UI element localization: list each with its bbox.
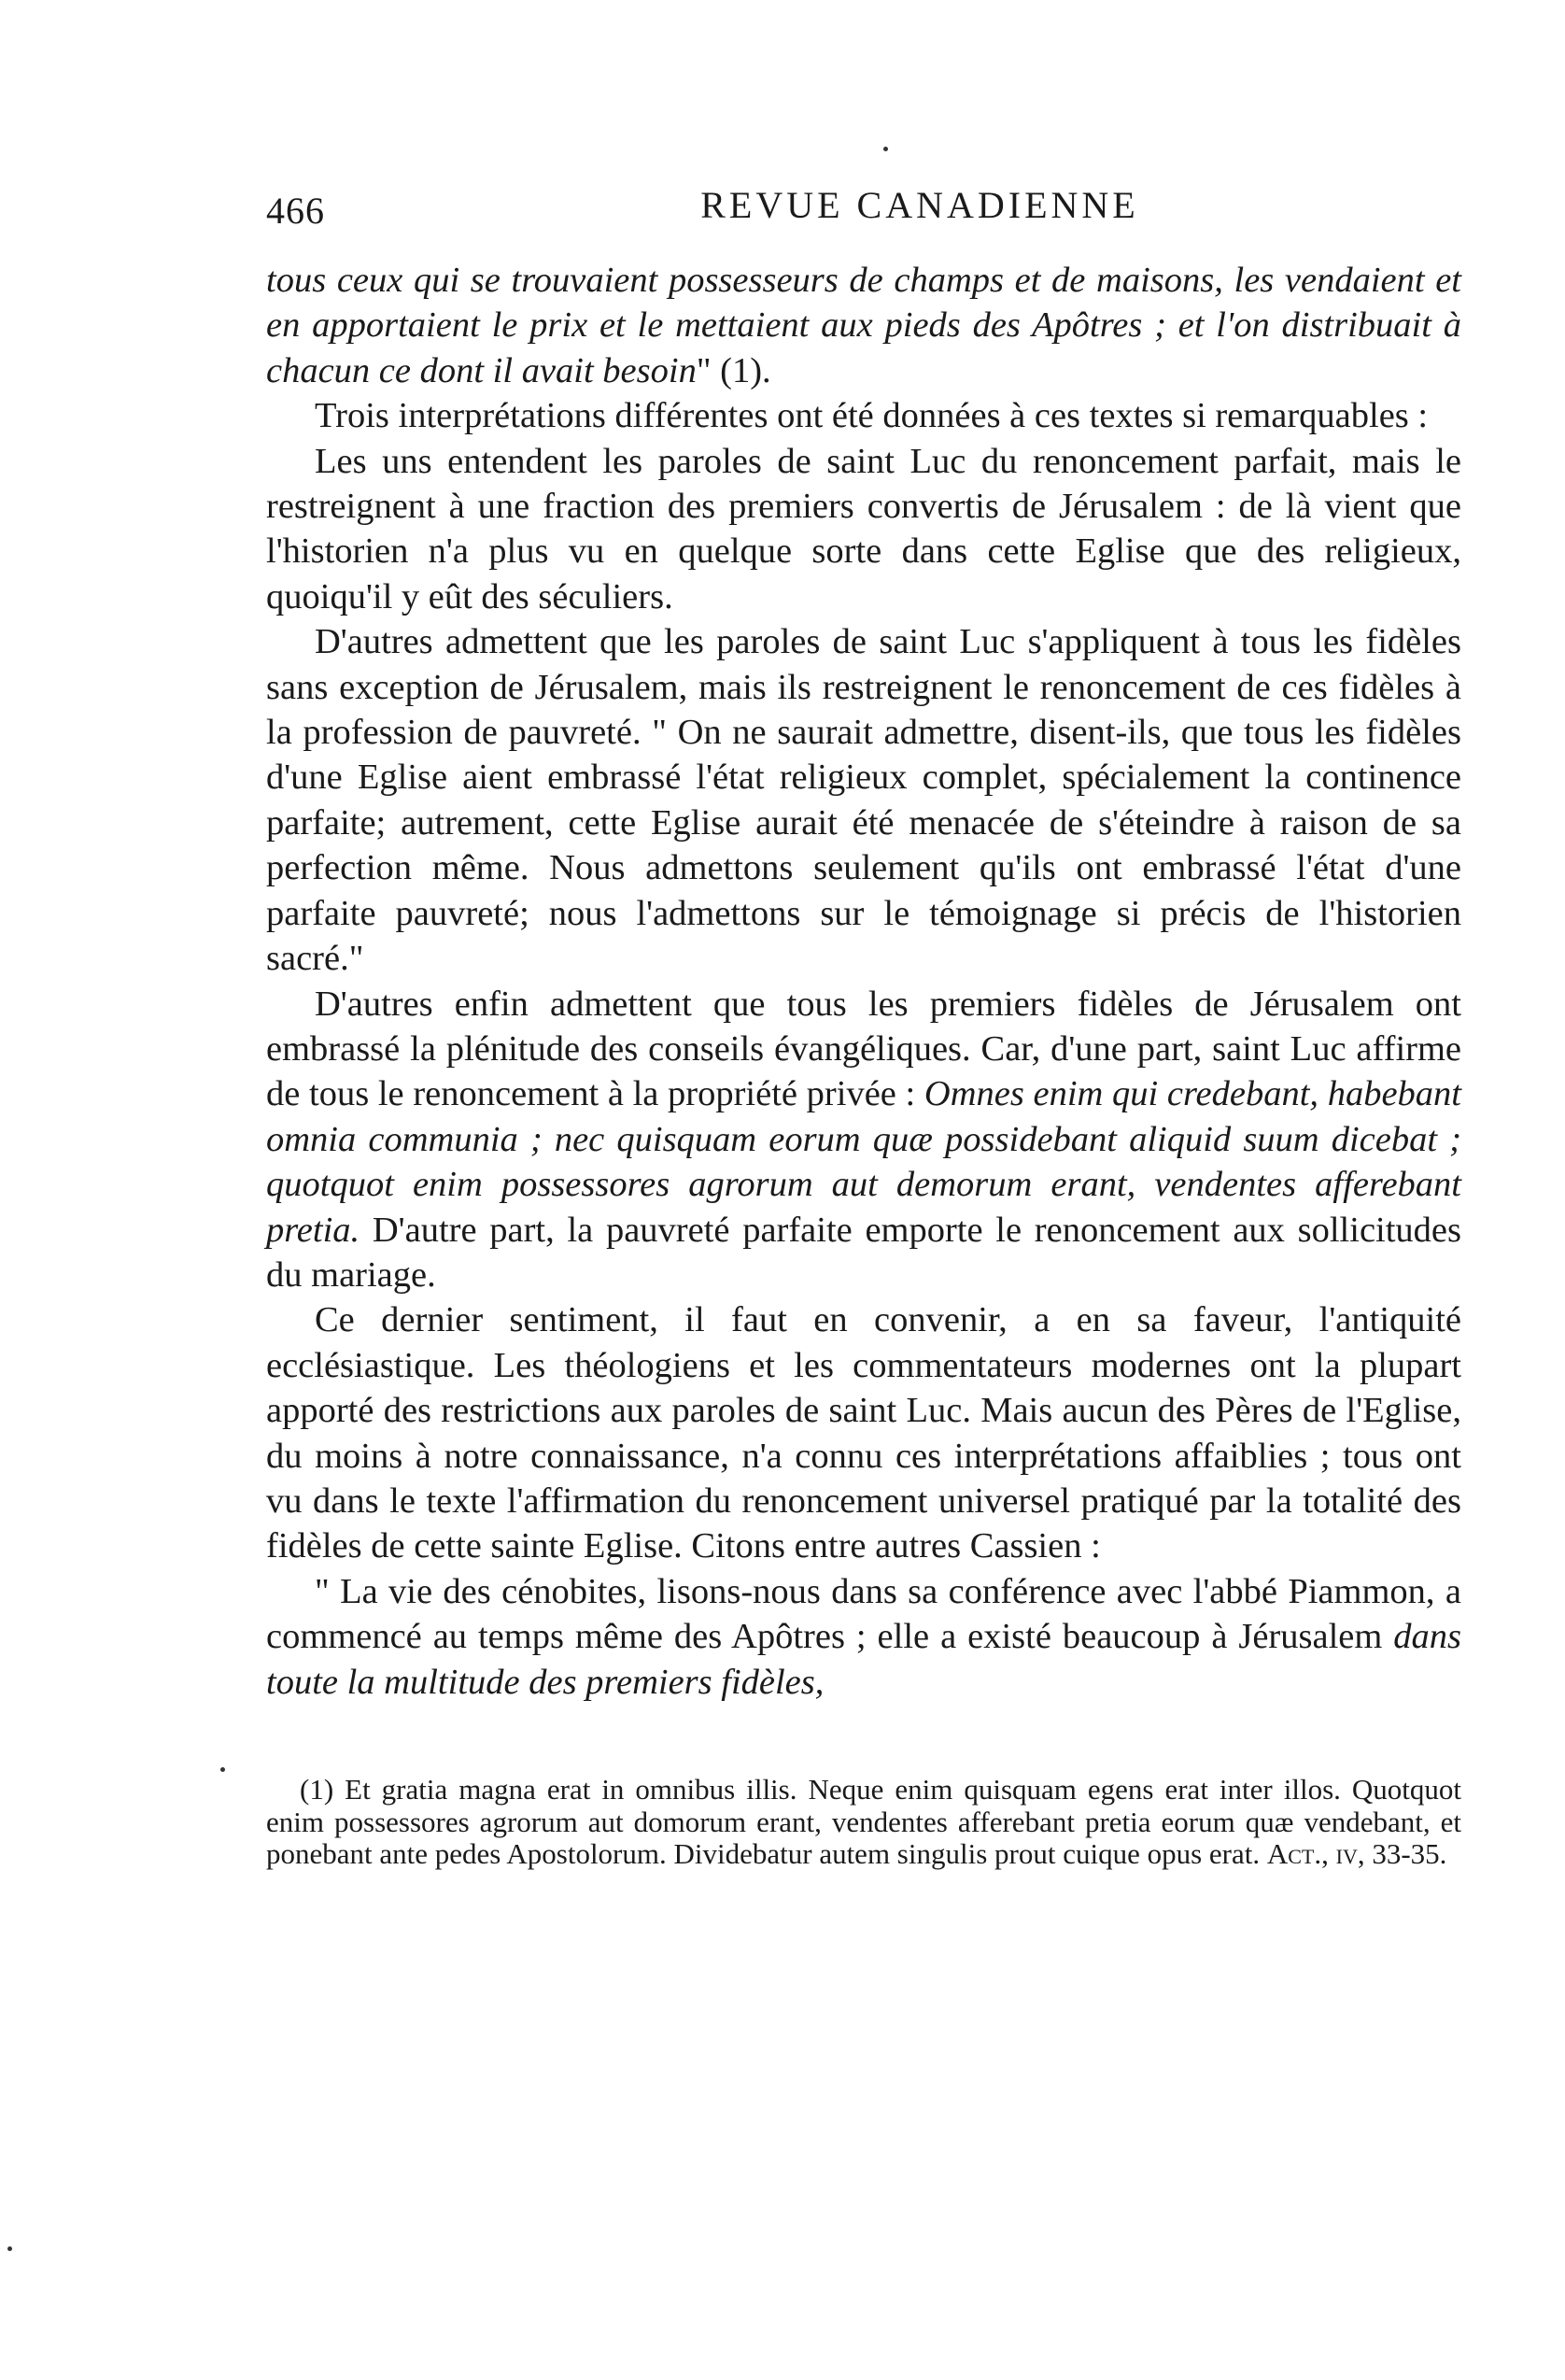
paragraph-text: " La vie des cénobites, lisons-nous dans sa conférence avec l'abbé Piammon, a commencé au temps même des Apôtres ; elle a existé beaucoup à Jérusalem: [266, 1571, 1461, 1657]
stray-mark-left: [220, 1767, 225, 1772]
paragraph: [266, 982, 1461, 1298]
page: [266, 177, 1461, 1871]
paragraph-text: D'autres enfin admettent que tous les premiers fidèles de Jérusalem ont embrassé la plénitude des conseils évangéliques. Car, d'une part, saint Luc affirme de tous le renoncement à la propriété privée :: [266, 984, 1461, 1114]
paragraph-continuation-text: tous ceux qui se trouvaient possesseurs de champs et de maisons, les vendaient et en apportaient le prix et le mettaient aux pieds des Apôtres ; et l'on distribuait à chacun ce dont il avait besoin: [266, 261, 1461, 390]
paragraph: Ce dernier sentiment, il faut en convenir, a en sa faveur, l'antiquité ecclésiastique. Les théologiens et les commentateurs modernes ont la plupart apporté des restrictions aux paroles de saint Luc. Mais aucun des Pères de l'Eglise, du moins à notre connaissance, n'a connu ces interprétations affaiblies ; tous ont vu dans le texte l'affirmation du renoncement universel pratiqué par la totalité des fidèles de cette sainte Eglise. Citons entre autres Cassien :: [266, 1300, 1461, 1566]
paragraph-continuation: [266, 258, 1461, 393]
footnote: [266, 1774, 1461, 1871]
footnotes: [266, 1774, 1461, 1871]
paragraph-text: D'autre part, la pauvreté parfaite emporte le renoncement aux sollicitudes du mariage.: [266, 1210, 1461, 1295]
footnote-reference: " (1).: [696, 350, 771, 390]
body-text: [266, 258, 1461, 1705]
paragraph: Trois interprétations différentes ont été données à ces textes si remarquables :: [315, 396, 1429, 436]
paragraph: Les uns entendent les paroles de saint Luc du renoncement parfait, mais le restreignent à une fraction des premiers convertis de Jérusalem : de là vient que l'historien n'a plus vu en quelque sorte dans cette Eglise que des religieux, quoiqu'il y eût des séculiers.: [266, 441, 1461, 616]
footnote-source: Act.: [1266, 1837, 1322, 1870]
paragraph: [266, 1569, 1461, 1705]
page-header: [266, 177, 1461, 234]
latin-quotation: Omnes enim qui credebant, habebant omnia communia ; nec quisquam eorum quæ possidebant aliquid suum dicebat ; quotquot enim possessores agrorum aut demorum erant, vendentes afferebant pretia.: [266, 1074, 1462, 1250]
running-head: REVUE CANADIENNE: [700, 184, 1139, 226]
paragraph: D'autres admettent que les paroles de saint Luc s'appliquent à tous les fidèles sans exception de Jérusalem, mais ils restreignent le renoncement de ces fidèles à la profession de pauvreté. " On ne saurait admettre, disent-ils, que tous les fidèles d'une Eglise aient embrassé l'état religieux complet, spécialement la continence parfaite; autrement, cette Eglise aurait été menacée de s'éteindre à raison de sa perfection même. Nous admettons seulement qu'ils ont embrassé l'état d'une parfaite pauvreté; nous l'admettons sur le témoignage si précis de l'historien sacré.": [266, 622, 1461, 979]
footnote-source-ref: , iv, 33-35.: [1321, 1837, 1447, 1870]
italic-phrase: dans toute la multitude des premiers fidèles,: [266, 1617, 1461, 1702]
stray-mark-bottom-left: [7, 2246, 12, 2251]
page-number: 466: [266, 190, 325, 232]
footnote-text: (1) Et gratia magna erat in omnibus illis. Neque enim quisquam egens erat inter illos. Quotquot enim possessores agrorum aut domorum erant, vendentes afferebant pretia eorum quæ vendebant, et ponebant ante pedes Apostolorum. Dividebatur autem singulis prout cuique opus erat.: [266, 1773, 1461, 1870]
stray-mark-top: [883, 147, 888, 151]
